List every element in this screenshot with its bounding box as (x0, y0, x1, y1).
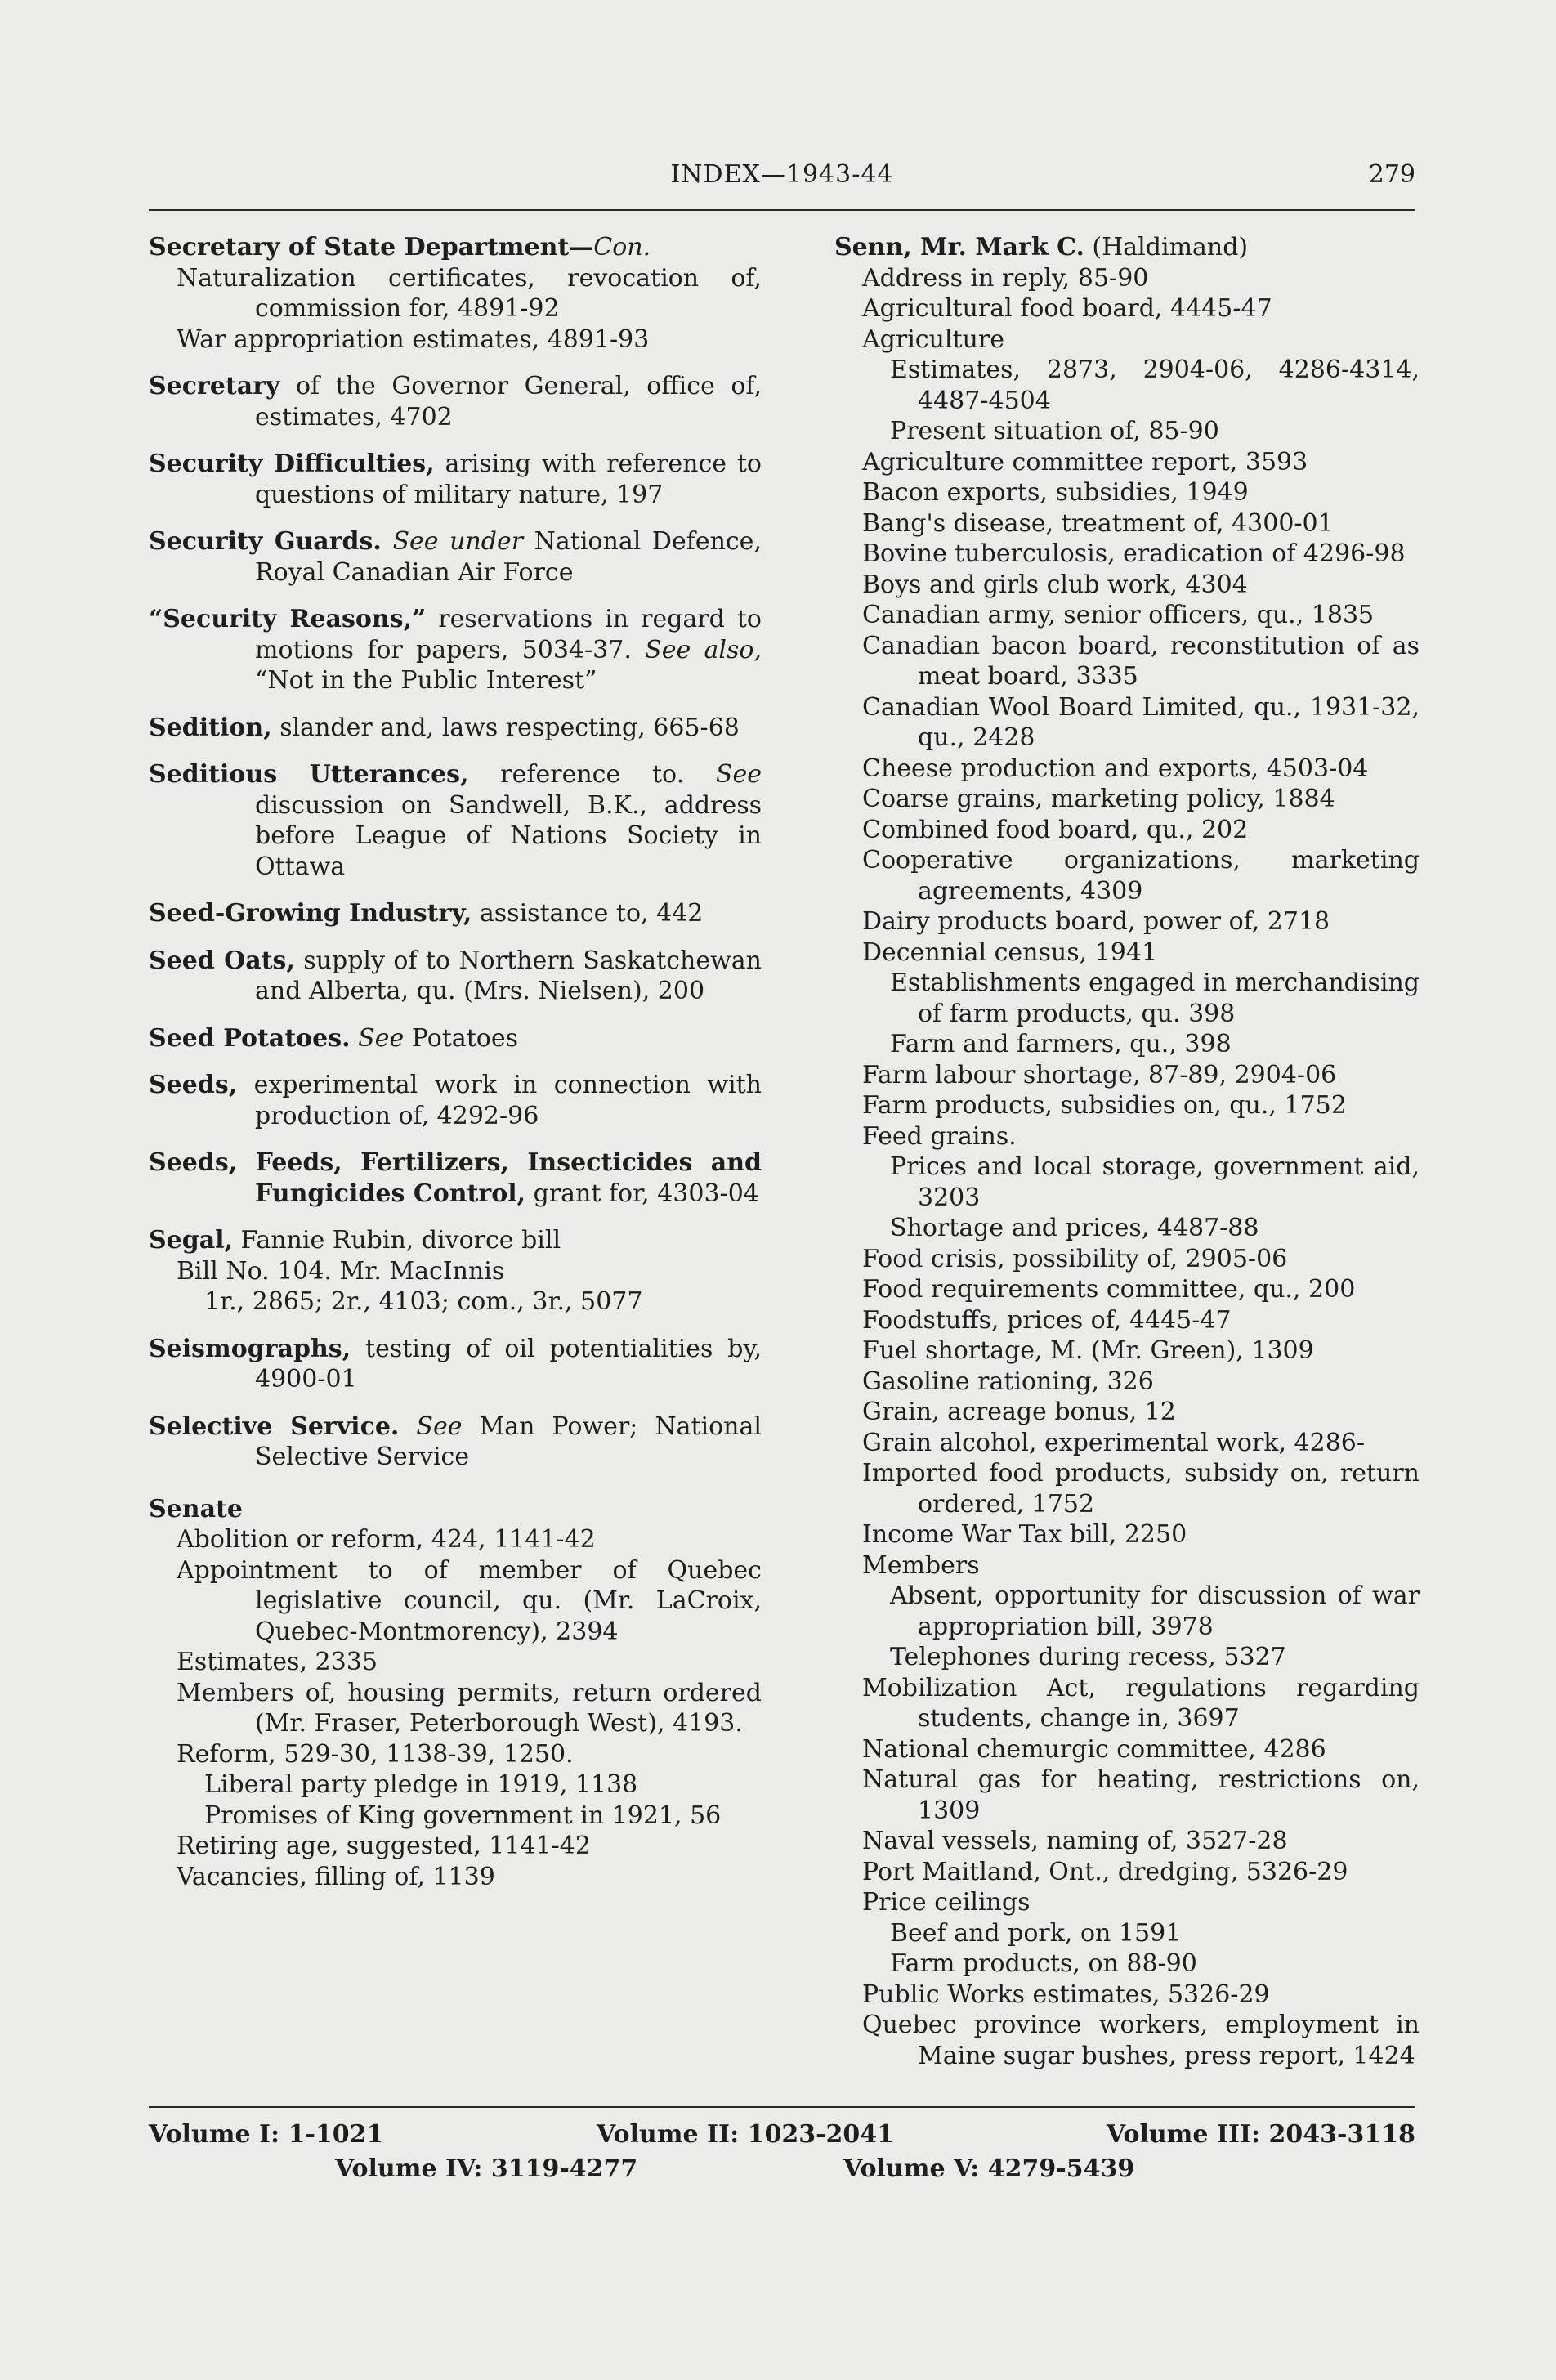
senn-subentry: Boys and girls club work, 4304 (862, 570, 1248, 599)
entry-text (382, 527, 393, 556)
entry-heading: Seditious Utterances, (149, 760, 469, 789)
index-entry (149, 449, 762, 510)
index-entry (149, 1411, 762, 1473)
entry-heading: Segal, (149, 1226, 234, 1255)
volume-4-range: Volume IV: 3119-4277 (335, 2154, 638, 2183)
entry-continued: Con. (593, 233, 651, 262)
entry-text: grant for, 4303-04 (525, 1179, 759, 1208)
entry-text: experimental work in connection with production of, 4292-96 (237, 1071, 762, 1130)
subsubentry: 1r., 2865; 2r., 4103; com., 3r., 5077 (204, 1287, 643, 1316)
senate-heading: Senate (149, 1494, 243, 1523)
entry-cross-ref: See (715, 760, 762, 789)
senate-subentry: Abolition or reform, 424, 1141-42 (177, 1525, 596, 1554)
senn-subentry: Farm and farmers, qu., 398 (890, 1030, 1232, 1058)
entry-cross-ref: See (358, 1023, 405, 1053)
senn-subentry: Combined food board, qu., 202 (862, 815, 1249, 844)
senn-subentry: Canadian bacon board, reconstitution of as meat board, 3335 (862, 631, 1420, 691)
senn-subentry: Foodstuffs, prices of, 4445-47 (862, 1305, 1232, 1335)
senn-subentry: Cheese production and exports, 4503-04 (862, 754, 1369, 783)
index-entry (149, 946, 762, 1007)
senn-subentry: Food crisis, possibility of, 2905-06 (862, 1244, 1288, 1273)
entry-heading: Seed-Growing Industry, (149, 899, 472, 928)
senn-subentry: Farm labour shortage, 87-89, 2904-06 (862, 1060, 1337, 1089)
entry-text: Fannie Rubin, divorce bill (233, 1226, 561, 1255)
entry-text: discussion on Sandwell, B.K., address before League of Nations Society in Ottawa (255, 790, 762, 881)
senn-subentry: Decennial census, 1941 (862, 937, 1158, 967)
senn-subentry: Farm products, subsidies on, qu., 1752 (862, 1091, 1347, 1120)
senn-subentry: Price ceilings (862, 1888, 1031, 1917)
senate-subentry: Retiring age, suggested, 1141-42 (177, 1832, 591, 1860)
senn-subentry: National chemurgic committee, 4286 (862, 1734, 1326, 1764)
entry-heading: Seismographs, (149, 1334, 351, 1363)
senn-riding: (Haldimand) (1084, 233, 1249, 262)
senn-subentry: Dairy products board, power of, 2718 (862, 907, 1330, 936)
index-entry (149, 1148, 762, 1209)
entry-text: testing of oil potentialities by, 4900-01 (255, 1334, 762, 1394)
volume-3-range: Volume III: 2043-3118 (1106, 2120, 1415, 2149)
senate-subentry: Promises of King government in 1921, 56 (204, 1801, 722, 1830)
senn-subentry: Agriculture (862, 324, 1004, 354)
senn-subentry: Grain, acreage bonus, 12 (862, 1398, 1176, 1426)
senate-subentry: Appointment to of member of Quebec legislative council, qu. (Mr. LaCroix, Quebec-Montmorency), 2394 (177, 1555, 762, 1646)
index-entry (149, 232, 762, 263)
entry-subsubentries (149, 1286, 762, 1318)
senn-subentry: Imported food products, subsidy on, return ordered, 1752 (862, 1459, 1420, 1519)
index-entry (149, 604, 762, 696)
entry-heading: Seeds, (149, 1071, 238, 1099)
senn-subentry: Feed grains. (862, 1121, 1017, 1151)
index-entry (149, 898, 762, 929)
entry-heading: Secretary (149, 372, 280, 400)
senn-subentry: Bang's disease, treatment of, 4300-01 (862, 508, 1334, 538)
senn-subentry: Cooperative organizations, marketing agreements, 4309 (862, 846, 1420, 906)
entry-text: National Defence, Royal Canadian Air Force (255, 527, 762, 587)
senn-subentry: Income War Tax bill, 2250 (862, 1520, 1187, 1549)
entry-text: reference to. (468, 760, 716, 789)
senn-subentry: Prices and local storage, government aid, 3203 (890, 1152, 1420, 1212)
right-column (834, 232, 1420, 2071)
senn-subentry: Coarse grains, marketing policy, 1884 (862, 785, 1335, 813)
entry-cross-ref: See also, (645, 635, 762, 664)
entry-heading: Seed Potatoes. (149, 1023, 351, 1053)
senn-subentry: Canadian Wool Board Limited, qu., 1931-32, qu., 2428 (862, 692, 1420, 752)
senn-subentry: Absent, opportunity for discussion of war appropriation bill, 3978 (890, 1581, 1420, 1641)
senn-subentry: Members (862, 1550, 980, 1580)
index-entry (149, 1225, 762, 1256)
entry-heading: Seed Oats, (149, 946, 295, 975)
senate-subentry: Reform, 529-30, 1138-39, 1250. (177, 1739, 574, 1769)
senate-subentry: Liberal party pledge in 1919, 1138 (204, 1770, 638, 1799)
entry-text: “Not in the Public Interest” (255, 666, 597, 695)
entry-heading: Seeds, Feeds, Fertilizers, Insecticides and Fungicides Control, (149, 1148, 762, 1208)
senn-subentry: Bovine tuberculosis, eradication of 4296-98 (862, 539, 1406, 568)
index-entry (149, 713, 762, 744)
page-header (149, 160, 1415, 201)
volume-2-range: Volume II: 1023-2041 (597, 2120, 895, 2149)
entry-heading: Sedition, (149, 713, 272, 742)
entry-heading: Security Difficulties, (149, 450, 435, 478)
senn-subentry: Quebec province workers, employment in Maine sugar bushes, press report, 1424 (862, 2011, 1420, 2070)
index-entry (149, 759, 762, 882)
entry-heading: Secretary of State Department— (149, 233, 594, 262)
entry-subentries (149, 263, 762, 356)
footer-rule (149, 2106, 1415, 2108)
senn-heading (834, 232, 1420, 263)
entry-subentries (149, 1256, 762, 1287)
subentry: Naturalization certificates, revocation of, commission for, 4891-92 (177, 263, 762, 323)
senn-name: Senn, Mr. Mark C. (834, 233, 1084, 262)
entry-text (399, 1412, 416, 1441)
index-entry (149, 1023, 762, 1054)
senn-subentry: Present situation of, 85-90 (890, 417, 1219, 445)
index-entry (149, 371, 762, 432)
entry-text: slander and, laws respecting, 665-68 (271, 713, 740, 742)
senate-subentry: Estimates, 2335 (177, 1648, 378, 1676)
subentry: War appropriation estimates, 4891-93 (177, 324, 650, 354)
senn-subentry: Estimates, 2873, 2904-06, 4286-4314, 4487-4504 (890, 356, 1420, 415)
senn-subentry: Mobilization Act, regulations regarding students, change in, 3697 (862, 1673, 1420, 1733)
senn-subentry: Shortage and prices, 4487-88 (890, 1214, 1259, 1242)
senn-subentry: Gasoline rationing, 326 (862, 1367, 1154, 1396)
index-entry (149, 1334, 762, 1395)
running-title: INDEX—1943-44 (670, 160, 894, 189)
volume-footer (149, 2120, 1415, 2189)
senn-subentry: Naval vessels, naming of, 3527-28 (862, 1827, 1288, 1855)
entry-text: Potatoes (404, 1023, 518, 1053)
senn-subentry: Bacon exports, subsidies, 1949 (862, 478, 1249, 507)
entry-heading: Security Guards. (149, 527, 382, 556)
volume-5-range: Volume V: 4279-5439 (843, 2154, 1135, 2183)
entry-text: arising with reference to questions of military nature, 197 (255, 450, 762, 509)
entry-cross-ref: See under (392, 527, 524, 556)
index-entry (149, 526, 762, 588)
entry-text: assistance to, 442 (472, 899, 704, 928)
entry-heading: “Security Reasons,” (149, 605, 427, 633)
senn-subentry: Public Works estimates, 5326-29 (862, 1980, 1270, 2009)
entry-cross-ref: See (416, 1411, 463, 1441)
senn-subentry: Agriculture committee report, 3593 (862, 447, 1308, 476)
header-rule (149, 209, 1415, 211)
left-column (149, 232, 762, 1892)
entry-text: reservations in regard to motions for papers, 5034-37. (255, 605, 762, 664)
senn-subentry: Agricultural food board, 4445-47 (862, 294, 1272, 323)
senn-subentry: Grain alcohol, experimental work, 4286- (862, 1428, 1366, 1457)
index-entry (149, 1070, 762, 1131)
entry-heading: Selective Service. (149, 1411, 400, 1441)
volume-1-range: Volume I: 1-1021 (149, 2120, 384, 2149)
senn-subentry: Establishments engaged in merchandising of farm products, qu. 398 (890, 969, 1420, 1028)
senate-subentry: Vacancies, filling of, 1139 (177, 1862, 495, 1891)
senn-subentry: Canadian army, senior officers, qu., 1835 (862, 601, 1375, 629)
senn-subentry: Fuel shortage, M. (Mr. Green), 1309 (862, 1336, 1314, 1365)
senn-subentry: Address in reply, 85-90 (862, 263, 1149, 293)
senate-subentry: Members of, housing permits, return ordered (Mr. Fraser, Peterborough West), 4193. (177, 1678, 762, 1738)
entry-text: supply of to Northern Saskatchewan and Alberta, qu. (Mrs. Nielsen), 200 (255, 946, 762, 1005)
subentry: Bill No. 104. Mr. MacInnis (177, 1256, 505, 1286)
page-number: 279 (1368, 160, 1415, 189)
entry-text: Man Power; National Selective Service (255, 1411, 762, 1471)
senn-subentry: Port Maitland, Ont., dredging, 5326-29 (862, 1857, 1348, 1886)
senn-subentry: Farm products, on 88-90 (890, 1949, 1197, 1978)
entry-text (351, 1024, 359, 1053)
senn-subentry: Beef and pork, on 1591 (890, 1918, 1182, 1948)
senn-subentry: Natural gas for heating, restrictions on, 1309 (862, 1765, 1420, 1825)
entry-text: of the Governor General, office of, estimates, 4702 (255, 372, 762, 432)
senn-subentry: Food requirements committee, qu., 200 (862, 1275, 1356, 1304)
senn-subentry: Telephones during recess, 5327 (890, 1643, 1286, 1671)
